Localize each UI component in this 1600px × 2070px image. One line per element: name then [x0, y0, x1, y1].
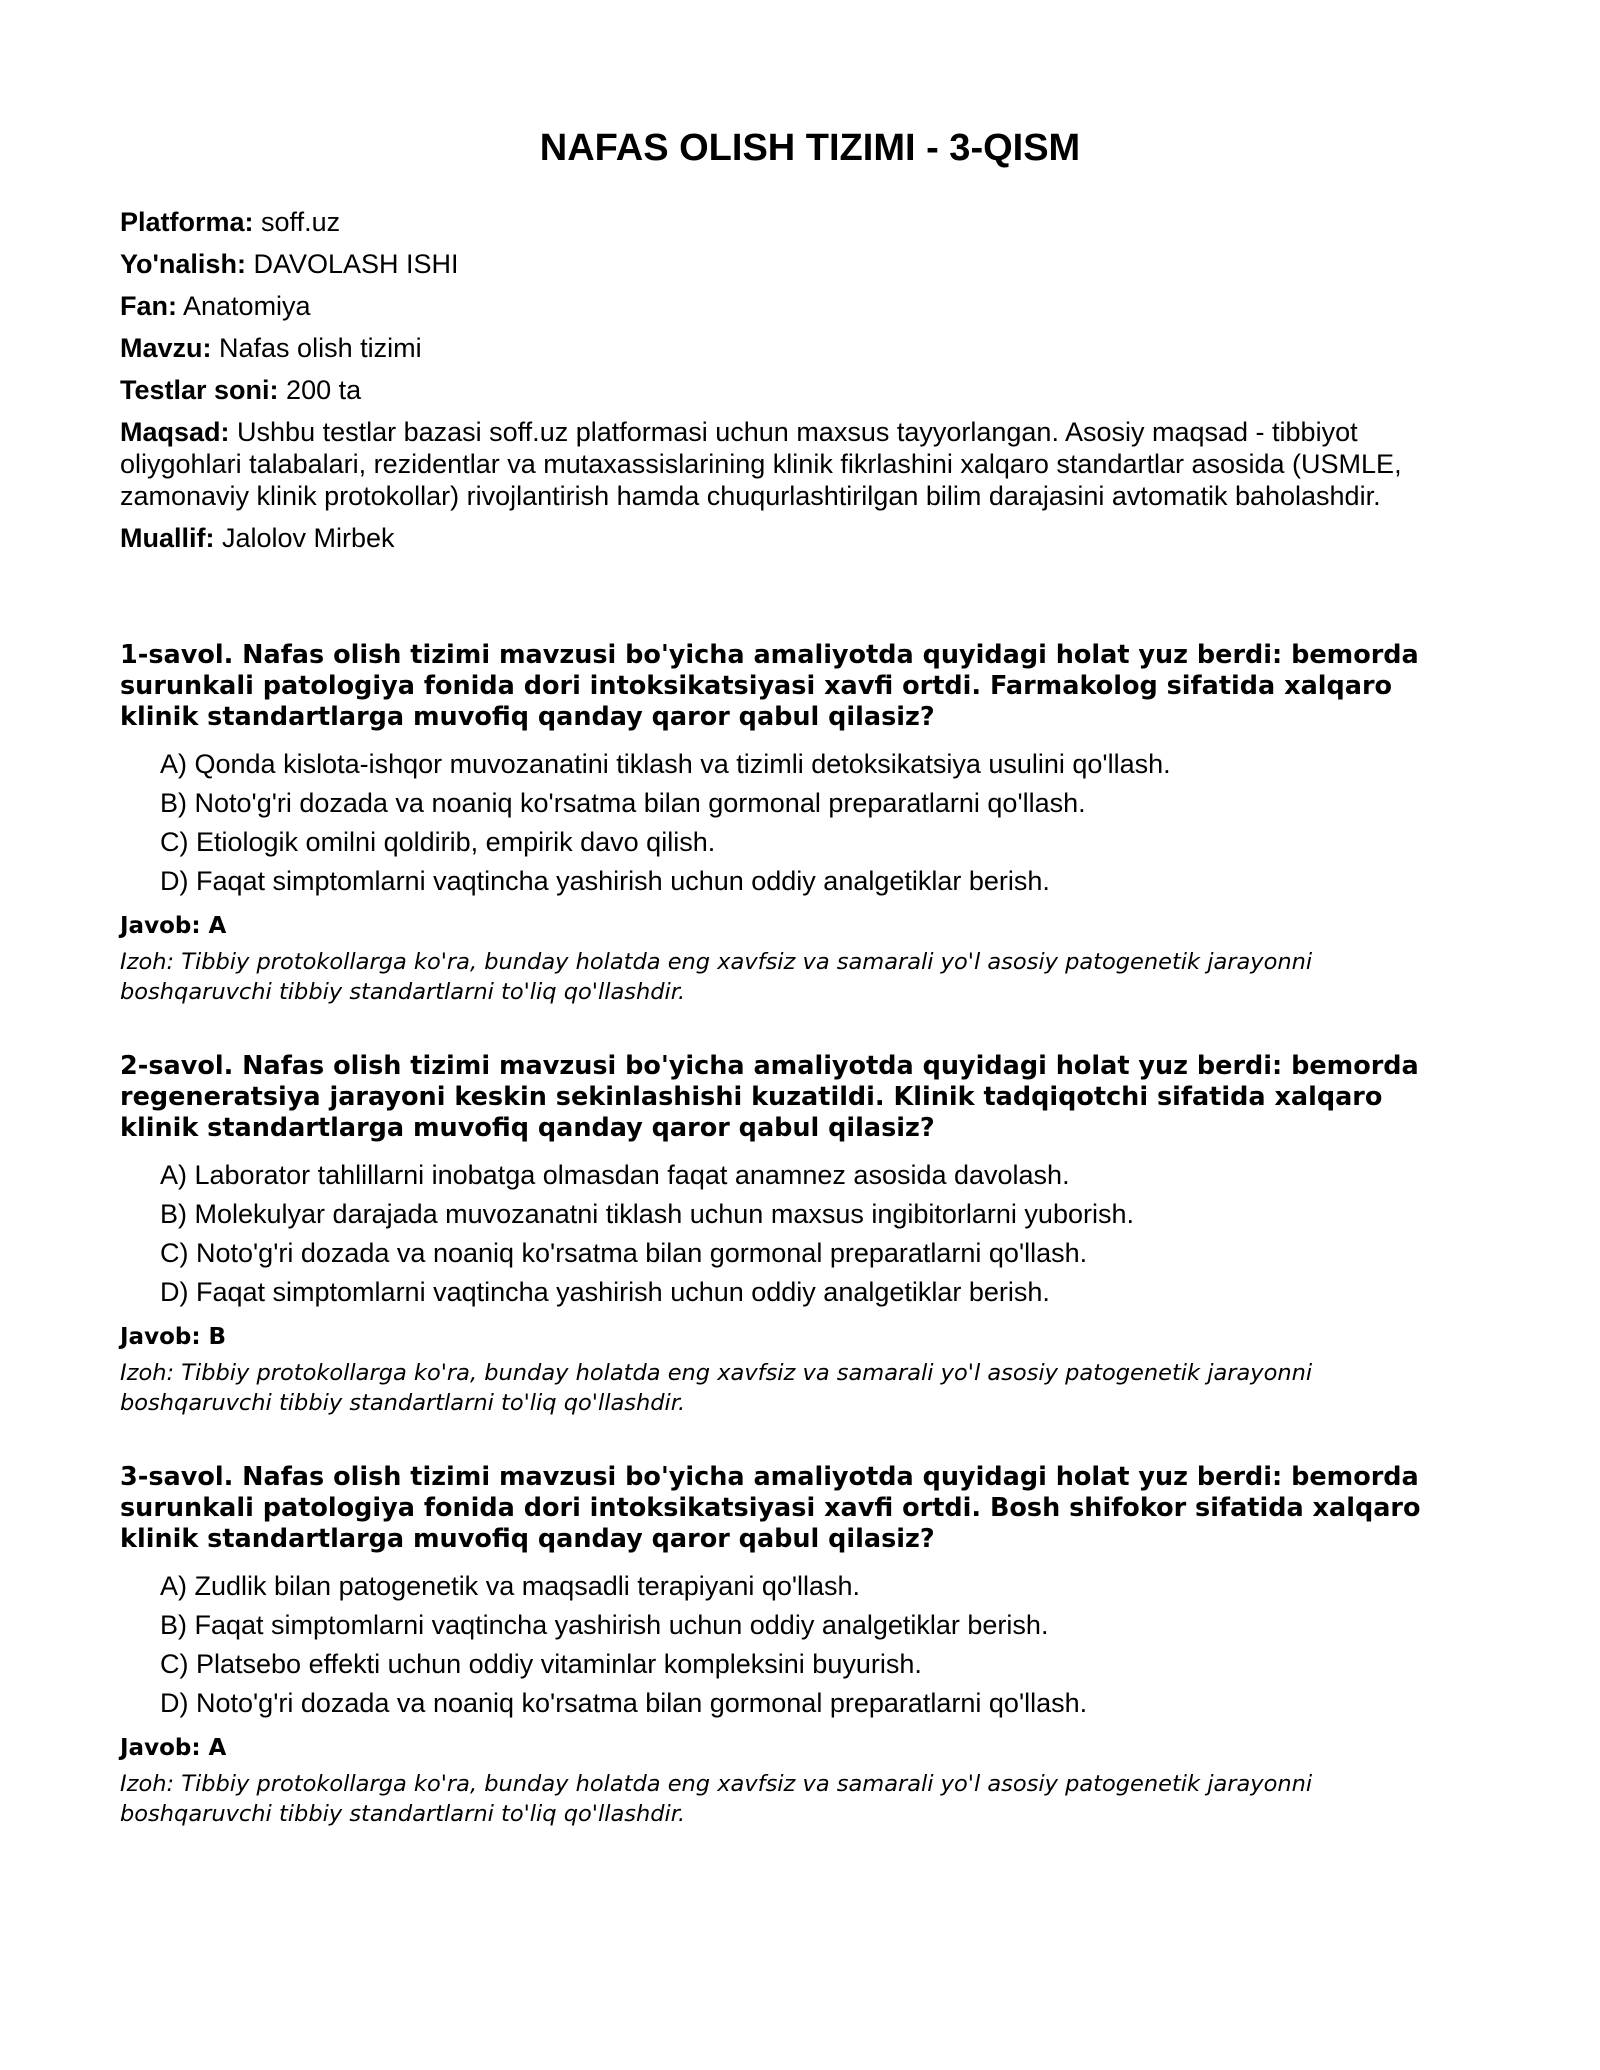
answer-options: [120, 1156, 1450, 1312]
option-c: C) Etiologik omilni qoldirib, empirik davo qilish.: [160, 827, 716, 857]
meta-direction: [120, 248, 1450, 280]
option-a: A) Zudlik bilan patogenetik va maqsadli terapiyani qo'llash.: [160, 1571, 861, 1601]
correct-answer: Javob: B: [120, 1324, 227, 1350]
answer-options: [120, 1567, 1450, 1723]
page-title: NAFAS OLISH TIZIMI - 3-QISM: [539, 127, 1081, 169]
option-c: C) Noto'g'ri dozada va noaniq ko'rsatma bilan gormonal preparatlarni qo'llash.: [160, 1238, 1088, 1268]
meta-value: DAVOLASH ISHI: [245, 249, 459, 279]
option-d: D) Faqat simptomlarni vaqtincha yashirish uchun oddiy analgetiklar berish.: [160, 1277, 1050, 1307]
meta-topic: [120, 332, 1450, 364]
meta-label: Yo'nalish:: [120, 249, 246, 279]
meta-label: Muallif:: [120, 523, 215, 553]
option-b: B) Molekulyar darajada muvozanatni tiklash uchun maxsus ingibitorlarni yuborish.: [160, 1199, 1134, 1229]
answer-explanation: Izoh: Tibbiy protokollarga ko'ra, bunday holatda eng xavfsiz va samarali yo'l asosiy patogenetik jarayonni boshqaruvchi tibbiy standartlarni to'liq qo'llashdir.: [120, 949, 1313, 1005]
option-d: D) Faqat simptomlarni vaqtincha yashirish uchun oddiy analgetiklar berish.: [160, 866, 1050, 896]
meta-value: soff.uz: [253, 207, 341, 237]
meta-purpose: [120, 416, 1450, 512]
option-b: B) Faqat simptomlarni vaqtincha yashirish uchun oddiy analgetiklar berish.: [160, 1610, 1049, 1640]
correct-answer: Javob: A: [120, 1735, 227, 1761]
option-a: A) Laborator tahlillarni inobatga olmasdan faqat anamnez asosida davolash.: [160, 1160, 1070, 1190]
meta-value: Anatomiya: [177, 291, 311, 321]
option-c: C) Platsebo effekti uchun oddiy vitaminlar kompleksini buyurish.: [160, 1649, 922, 1679]
meta-label: Maqsad:: [120, 417, 230, 447]
meta-test-count: [120, 374, 1450, 406]
document-page: [120, 118, 1450, 1873]
meta-value: Ushbu testlar bazasi soff.uz platformasi uchun maxsus tayyorlangan. Asosiy maqsad - tibbiyot oliygohlari talabalari, rezidentlar va mutaxassislarining klinik fikrlashini xalqaro standartlar asosida (USMLE, zamonaviy klinik protokollar) rivojlantirish hamda chuqurlashtirilgan bilim darajasini avtomatik baholashdir.: [120, 417, 1402, 511]
answer-explanation: Izoh: Tibbiy protokollarga ko'ra, bunday holatda eng xavfsiz va samarali yo'l asosiy patogenetik jarayonni boshqaruvchi tibbiy standartlarni to'liq qo'llashdir.: [120, 1360, 1313, 1416]
answer-explanation: Izoh: Tibbiy protokollarga ko'ra, bunday holatda eng xavfsiz va samarali yo'l asosiy patogenetik jarayonni boshqaruvchi tibbiy standartlarni to'liq qo'llashdir.: [120, 1771, 1313, 1827]
question-text: 1-savol. Nafas olish tizimi mavzusi bo'yicha amaliyotda quyidagi holat yuz berdi: bemorda surunkali patologiya fonida dori intoksikatsiyasi xavfi ortdi. Farmakolog sifatida xalqaro klinik standartlarga muvofiq qanday qaror qabul qilasiz?: [120, 640, 1419, 732]
meta-value: Jalolov Mirbek: [214, 523, 395, 553]
question-2: [120, 1051, 1450, 1418]
meta-subject: [120, 290, 1450, 322]
meta-value: Nafas olish tizimi: [211, 333, 422, 363]
question-text: 2-savol. Nafas olish tizimi mavzusi bo'yicha amaliyotda quyidagi holat yuz berdi: bemorda regeneratsiya jarayoni keskin sekinlashishi kuzatildi. Klinik tadqiqotchi sifatida xalqaro klinik standartlarga muvofiq qanday qaror qabul qilasiz?: [120, 1051, 1419, 1143]
question-3: [120, 1462, 1450, 1829]
option-a: A) Qonda kislota-ishqor muvozanatini tiklash va tizimli detoksikatsiya usulini qo'llash.: [160, 749, 1171, 779]
answer-options: [120, 745, 1450, 901]
meta-platform: [120, 206, 1450, 238]
question-1: [120, 640, 1450, 1007]
meta-label: Testlar soni:: [120, 375, 279, 405]
question-list: [120, 640, 1450, 1829]
meta-value: 200 ta: [278, 375, 362, 405]
meta-label: Platforma:: [120, 207, 254, 237]
meta-author: [120, 522, 1450, 554]
document-metadata: [120, 206, 1450, 554]
meta-label: Fan:: [120, 291, 177, 321]
meta-label: Mavzu:: [120, 333, 212, 363]
correct-answer: Javob: A: [120, 913, 227, 939]
question-text: 3-savol. Nafas olish tizimi mavzusi bo'yicha amaliyotda quyidagi holat yuz berdi: bemorda surunkali patologiya fonida dori intoksikatsiyasi xavfi ortdi. Bosh shifokor sifatida xalqaro klinik standartlarga muvofiq qanday qaror qabul qilasiz?: [120, 1462, 1421, 1554]
option-d: D) Noto'g'ri dozada va noaniq ko'rsatma bilan gormonal preparatlarni qo'llash.: [160, 1688, 1088, 1718]
option-b: B) Noto'g'ri dozada va noaniq ko'rsatma bilan gormonal preparatlarni qo'llash.: [160, 788, 1086, 818]
